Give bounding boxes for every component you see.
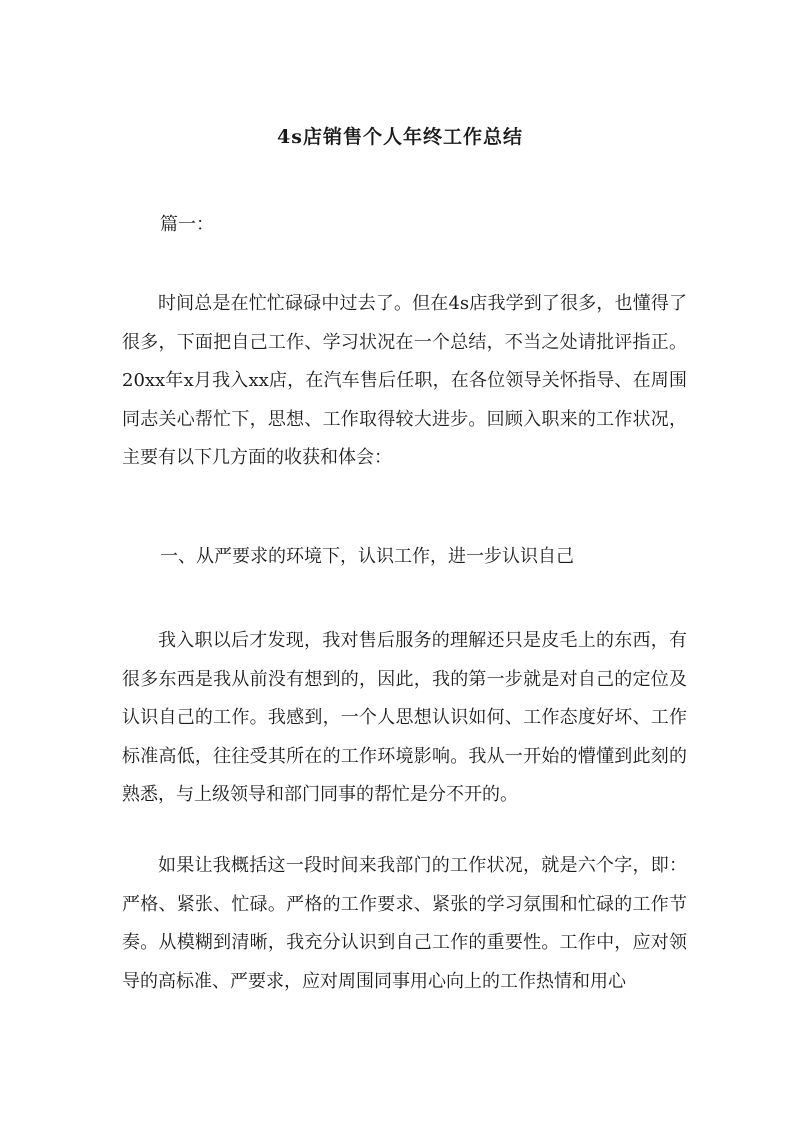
section-label: 篇一： [160,214,214,235]
paragraph-3: 如果让我概括这一段时间来我部门的工作状况，就是六个字，即：严格、紧张、忙碌。严格的工作要求、紧张的学习氛围和忙碌的工作节奏。从模糊到清晰，我充分认识到自己工作的重要性。工作中，应对领导的高标准、严要求，应对周围同事用心向上的工作热情和用心 [122,855,687,992]
document-title: 4s店销售个人年终工作总结 [277,126,523,148]
paragraph-intro: 时间总是在忙忙碌碌中过去了。但在4s店我学到了很多，也懂得了很多，下面把自己工作、学习状况在一个总结，不当之处请批评指正。20xx年x月我入xx店，在汽车售后任职，在各位领导关怀指导、在周围同志关心帮忙下，思想、工作取得较大进步。回顾入职来的工作状况，主要有以下几方面的收获和体会： [122,293,687,468]
section-heading-1: 一、从严要求的环境下，认识工作，进一步认识自己 [160,546,574,567]
paragraph-2: 我入职以后才发现，我对售后服务的理解还只是皮毛上的东西，有很多东西是我从前没有想到的，因此，我的第一步就是对自己的定位及认识自己的工作。我感到，一个人思想认识如何、工作态度好坏、工作标准高低，往往受其所在的工作环境影响。我从一开始的懵懂到此刻的熟悉，与上级领导和部门同事的帮忙是分不开的。 [122,630,687,805]
